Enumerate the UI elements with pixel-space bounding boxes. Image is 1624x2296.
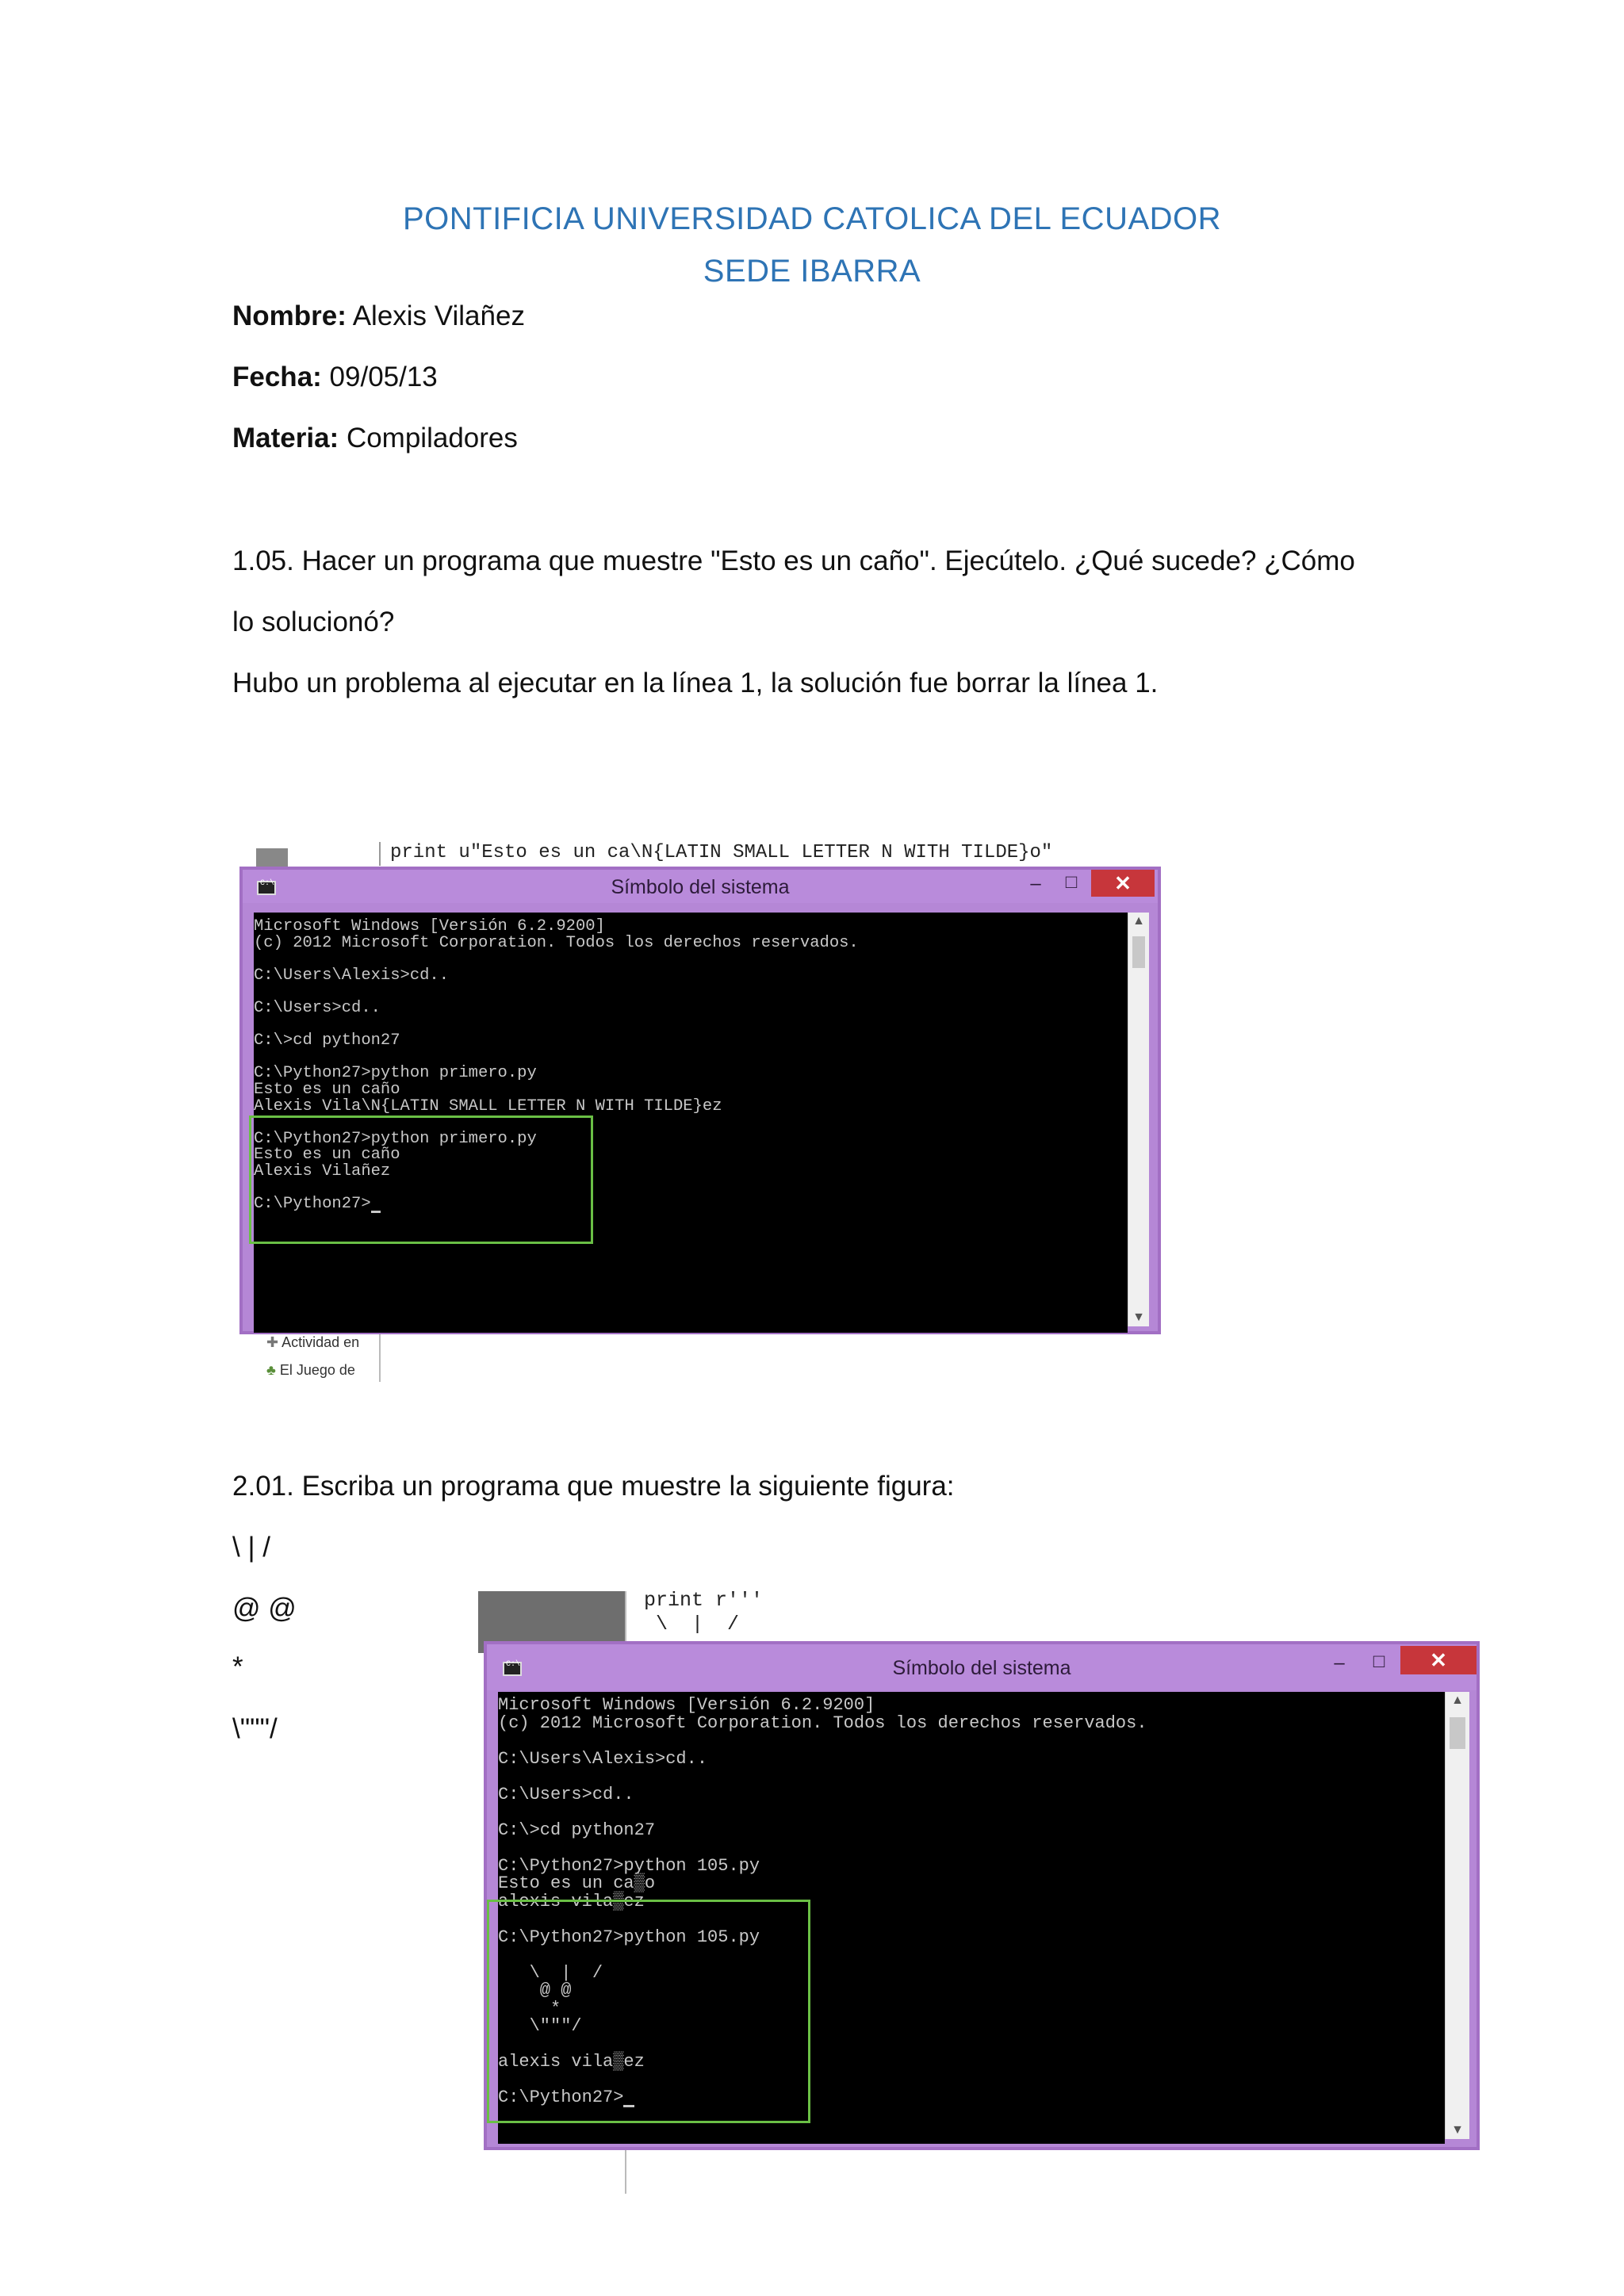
name-label: Nombre: [232,300,347,331]
date-label: Fecha: [232,362,322,392]
question-1-answer: Hubo un problema al ejecutar en la línea 1, la solución fue borrar la línea 1. [232,668,1159,698]
sidebar-divider [379,1334,381,1382]
subject-label: Materia: [232,423,339,453]
editor-code-line: print u"Esto es un ca\N{LATIN SMALL LETTER N WITH TILDE}o" [390,842,1053,863]
console-line: Alexis Vilañez [254,1161,391,1181]
editor-code-line-1: print r''' [644,1589,764,1612]
minimize-button[interactable]: – [1334,1652,1345,1674]
figure-line-2: @ @ [232,1593,297,1624]
plus-icon: ✚ [266,1334,282,1350]
sidebar-item-activity[interactable]: ✚ Actividad en [266,1334,360,1350]
console-line [498,1804,1445,1822]
close-button[interactable]: ✕ [1400,1646,1477,1674]
scroll-up-icon[interactable]: ▲ [1451,1693,1464,1707]
console-line [254,1017,1128,1034]
scroll-thumb[interactable] [1132,936,1145,968]
console-scrollbar[interactable] [1128,913,1149,1326]
close-button[interactable]: ✕ [1091,870,1155,897]
console-window-1[interactable] [239,867,1161,1334]
console-window-2[interactable] [484,1641,1480,2150]
scroll-down-icon[interactable]: ▼ [1451,2123,1464,2137]
university-title: PONTIFICIA UNIVERSIDAD CATOLICA DEL ECUADOR [402,201,1222,236]
console-line: \ | / [498,1962,603,1983]
console-line: C:\Python27>python primero.py [254,1064,537,1083]
subject-line [232,422,518,455]
highlight-box [487,1900,810,2123]
console-line: Microsoft Windows [Versión 6.2.9200] [254,917,605,936]
scroll-down-icon[interactable]: ▼ [1132,1311,1145,1324]
console-line: Alexis Vila\N{LATIN SMALL LETTER N WITH TILDE}ez [254,1096,722,1115]
console-line: C:\Users>cd.. [498,1784,634,1804]
console-line: C:\Python27> [498,2089,1445,2107]
console-line: C:\>cd python27 [254,1031,400,1050]
campus-title: SEDE IBARRA [703,254,921,289]
console-line [498,1768,1445,1786]
name-value: Alexis Vilañez [346,300,525,331]
scroll-up-icon[interactable]: ▲ [1132,914,1145,928]
editor-code-line-2: \ | / [644,1613,740,1636]
window-titlebar[interactable] [487,1644,1477,1690]
date-value: 09/05/13 [321,362,438,392]
figure-line-4: \"""/ [232,1713,278,1744]
console-line [254,984,1128,1001]
console-line: C:\Users\Alexis>cd.. [498,1748,708,1769]
console-line: * [498,1998,561,2019]
name-line [232,300,525,333]
scroll-thumb[interactable] [1450,1717,1465,1749]
console-line: Esto es un ca▒o [498,1873,656,1893]
console-line: C:\>cd python27 [498,1820,656,1840]
console-scrollbar[interactable] [1445,1692,1469,2139]
minimize-button[interactable]: – [1030,873,1041,894]
console-line [498,1732,1445,1751]
console-line: alexis vila▒ez [498,2052,645,2072]
window-titlebar[interactable] [243,870,1158,903]
figure-line-1: \ | / [232,1532,270,1563]
console-line [254,1050,1128,1066]
console-line: \"""/ [498,2016,582,2036]
question-2-prompt: 2.01. Escriba un programa que muestre la siguiente figura: [232,1471,955,1502]
console-line: C:\Python27>python primero.py [254,1129,537,1148]
question-1-line-2: lo solucionó? [232,607,395,637]
console-line: C:\Python27>python 105.py [498,1927,760,1947]
console-line: C:\Python27>python 105.py [498,1855,760,1876]
console-line: (c) 2012 Microsoft Corporation. Todos los derechos reservados. [498,1712,1147,1733]
console-line [498,1839,1445,1858]
figure-line-3: * [232,1651,243,1682]
console-line: Microsoft Windows [Versión 6.2.9200] [498,1695,875,1715]
console-line: C:\Users\Alexis>cd.. [254,966,450,985]
game-icon: ♣ [266,1362,280,1378]
editor-gutter [379,842,387,866]
subject-value: Compiladores [339,423,518,453]
window-title: Símbolo del sistema [892,1657,1071,1679]
console-line: C:\Users>cd.. [254,998,381,1017]
console-line: C:\Python27> [254,1196,1128,1213]
console-line: alexis vila▒ez [498,1891,645,1911]
console-line [254,951,1128,968]
window-title: Símbolo del sistema [611,876,790,898]
console-line: Esto es un caño [254,1080,400,1099]
sidebar-item-game[interactable]: ♣ El Juego de [266,1362,355,1378]
question-1-line-1: 1.05. Hacer un programa que muestre "Esto es un caño". Ejecútelo. ¿Qué sucede? ¿Cómo [232,545,1355,576]
maximize-button[interactable]: □ [1065,871,1078,893]
date-line [232,361,438,394]
console-line: Esto es un caño [254,1146,400,1165]
maximize-button[interactable]: □ [1373,1651,1385,1672]
highlight-box [249,1115,593,1244]
console-line: @ @ [498,1980,572,2000]
console-line: (c) 2012 Microsoft Corporation. Todos los derechos reservados. [254,933,859,952]
